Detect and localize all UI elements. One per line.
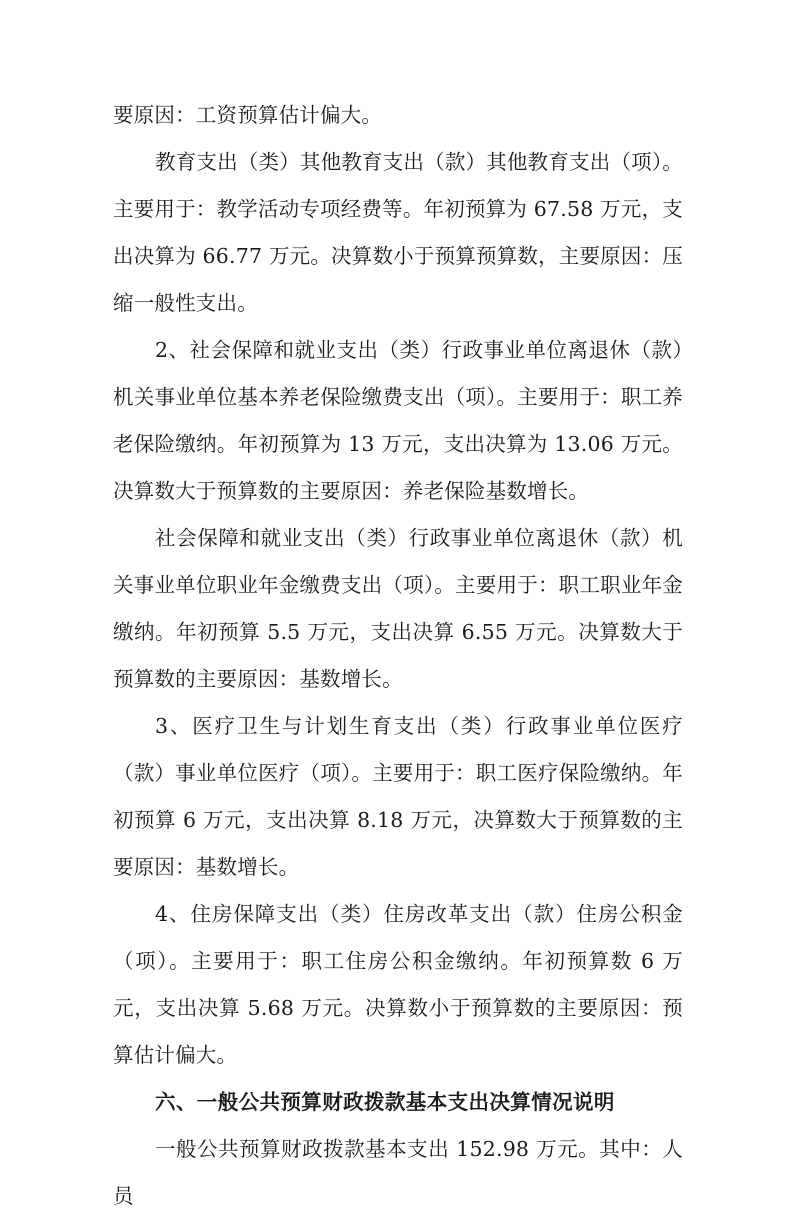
paragraph-item-4-housing: 4、住房保障支出（类）住房改革支出（款）住房公积金（项）。主要用于：职工住房公积金缴纳。年初预算数 6 万元，支出决算 5.68 万元。决算数小于预算数的主要原因：预算估计偏大。 xyxy=(113,902,683,1067)
paragraph-item-2-pension-insurance: 2、社会保障和就业支出（类）行政事业单位离退休（款）机关事业单位基本养老保险缴费支出（项）。主要用于：职工养老保险缴纳。年初预算为 13 万元，支出决算为 13.06 万元。决算数大于预算数的主要原因：养老保险基数增长。 xyxy=(113,338,683,503)
heading-section-six: 六、一般公共预算财政拨款基本支出决算情况说明 xyxy=(155,1090,615,1114)
paragraph-item-3-medical: 3、医疗卫生与计划生育支出（类）行政事业单位医疗（款）事业单位医疗（项）。主要用于：职工医疗保险缴纳。年初预算 6 万元，支出决算 8.18 万元，决算数大于预算数的主要原因：基数增长。 xyxy=(113,714,683,879)
paragraph-basic-expenditure: 一般公共预算财政拨款基本支出 152.98 万元。其中：人员 xyxy=(113,1137,683,1208)
paragraph-education-expenditure: 教育支出（类）其他教育支出（款）其他教育支出（项）。主要用于：教学活动专项经费等。年初预算为 67.58 万元，支出决算为 66.77 万元。决算数小于预算预算数，主要原因：压缩一般性支出。 xyxy=(113,150,683,315)
paragraph-continuation: 要原因：工资预算估计偏大。 xyxy=(113,103,383,127)
document-body xyxy=(113,92,683,1220)
paragraph-occupational-annuity: 社会保障和就业支出（类）行政事业单位离退休（款）机关事业单位职业年金缴费支出（项）。主要用于：职工职业年金缴纳。年初预算 5.5 万元，支出决算 6.55 万元。决算数大于预算数的主要原因：基数增长。 xyxy=(113,526,683,691)
